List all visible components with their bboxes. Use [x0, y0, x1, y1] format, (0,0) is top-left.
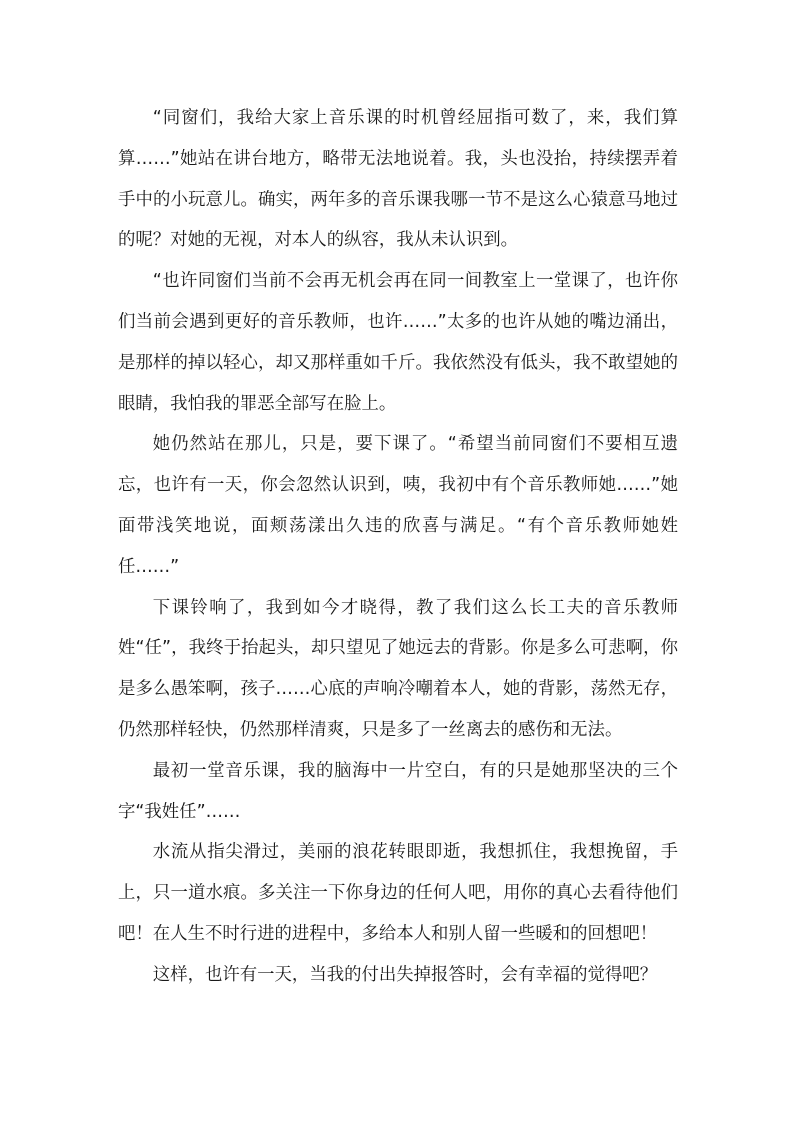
paragraph-1: “同窗们，我给大家上音乐课的时机曾经屈指可数了，来，我们算算……”她站在讲台地方，略带无法地说着。我，头也没抬，持续摆弄着手中的小玩意儿。确实，两年多的音乐课我哪一节不是这么心猿意马地过的呢？对她的无视，对本人的纵容，我从未认识到。: [118, 108, 678, 251]
paragraph-4: 下课铃响了，我到如今才晓得，教了我们这么长工夫的音乐教师姓“任”，我终于抬起头，却只望见了她远去的背影。你是多么可悲啊，你是多么愚笨啊，孩子……心底的声响冷嘲着本人，她的背影，荡然无存，仍然那样轻快，仍然那样清爽，只是多了一丝离去的感伤和无法。: [118, 597, 678, 740]
paragraph-3: 她仍然站在那儿，只是，要下课了。“希望当前同窗们不要相互遗忘，也许有一天，你会忽然认识到，咦，我初中有个音乐教师她……”她面带浅笑地说，面颊荡漾出久违的欣喜与满足。“有个音乐教师她姓任……”: [118, 434, 678, 577]
paragraph-7: 这样，也许有一天，当我的付出失掉报答时，会有幸福的觉得吧？: [152, 964, 658, 985]
paragraph-6: 水流从指尖滑过，美丽的浪花转眼即逝，我想抓住，我想挽留，手上，只一道水痕。多关注一下你身边的任何人吧，用你的真心去看待他们吧！在人生不时行进的进程中，多给本人和别人留一些暖和的回想吧！: [118, 842, 678, 944]
paragraph-5: 最初一堂音乐课，我的脑海中一片空白，有的只是她那坚决的三个字“我姓任”……: [118, 760, 678, 822]
essay-body: [118, 98, 678, 996]
paragraph-2: “也许同窗们当前不会再无机会再在同一间教室上一堂课了，也许你们当前会遇到更好的音乐教师，也许……”太多的也许从她的嘴边涌出，是那样的掉以轻心，却又那样重如千斤。我依然没有低头，我不敢望她的眼睛，我怕我的罪恶全部写在脸上。: [118, 271, 678, 414]
